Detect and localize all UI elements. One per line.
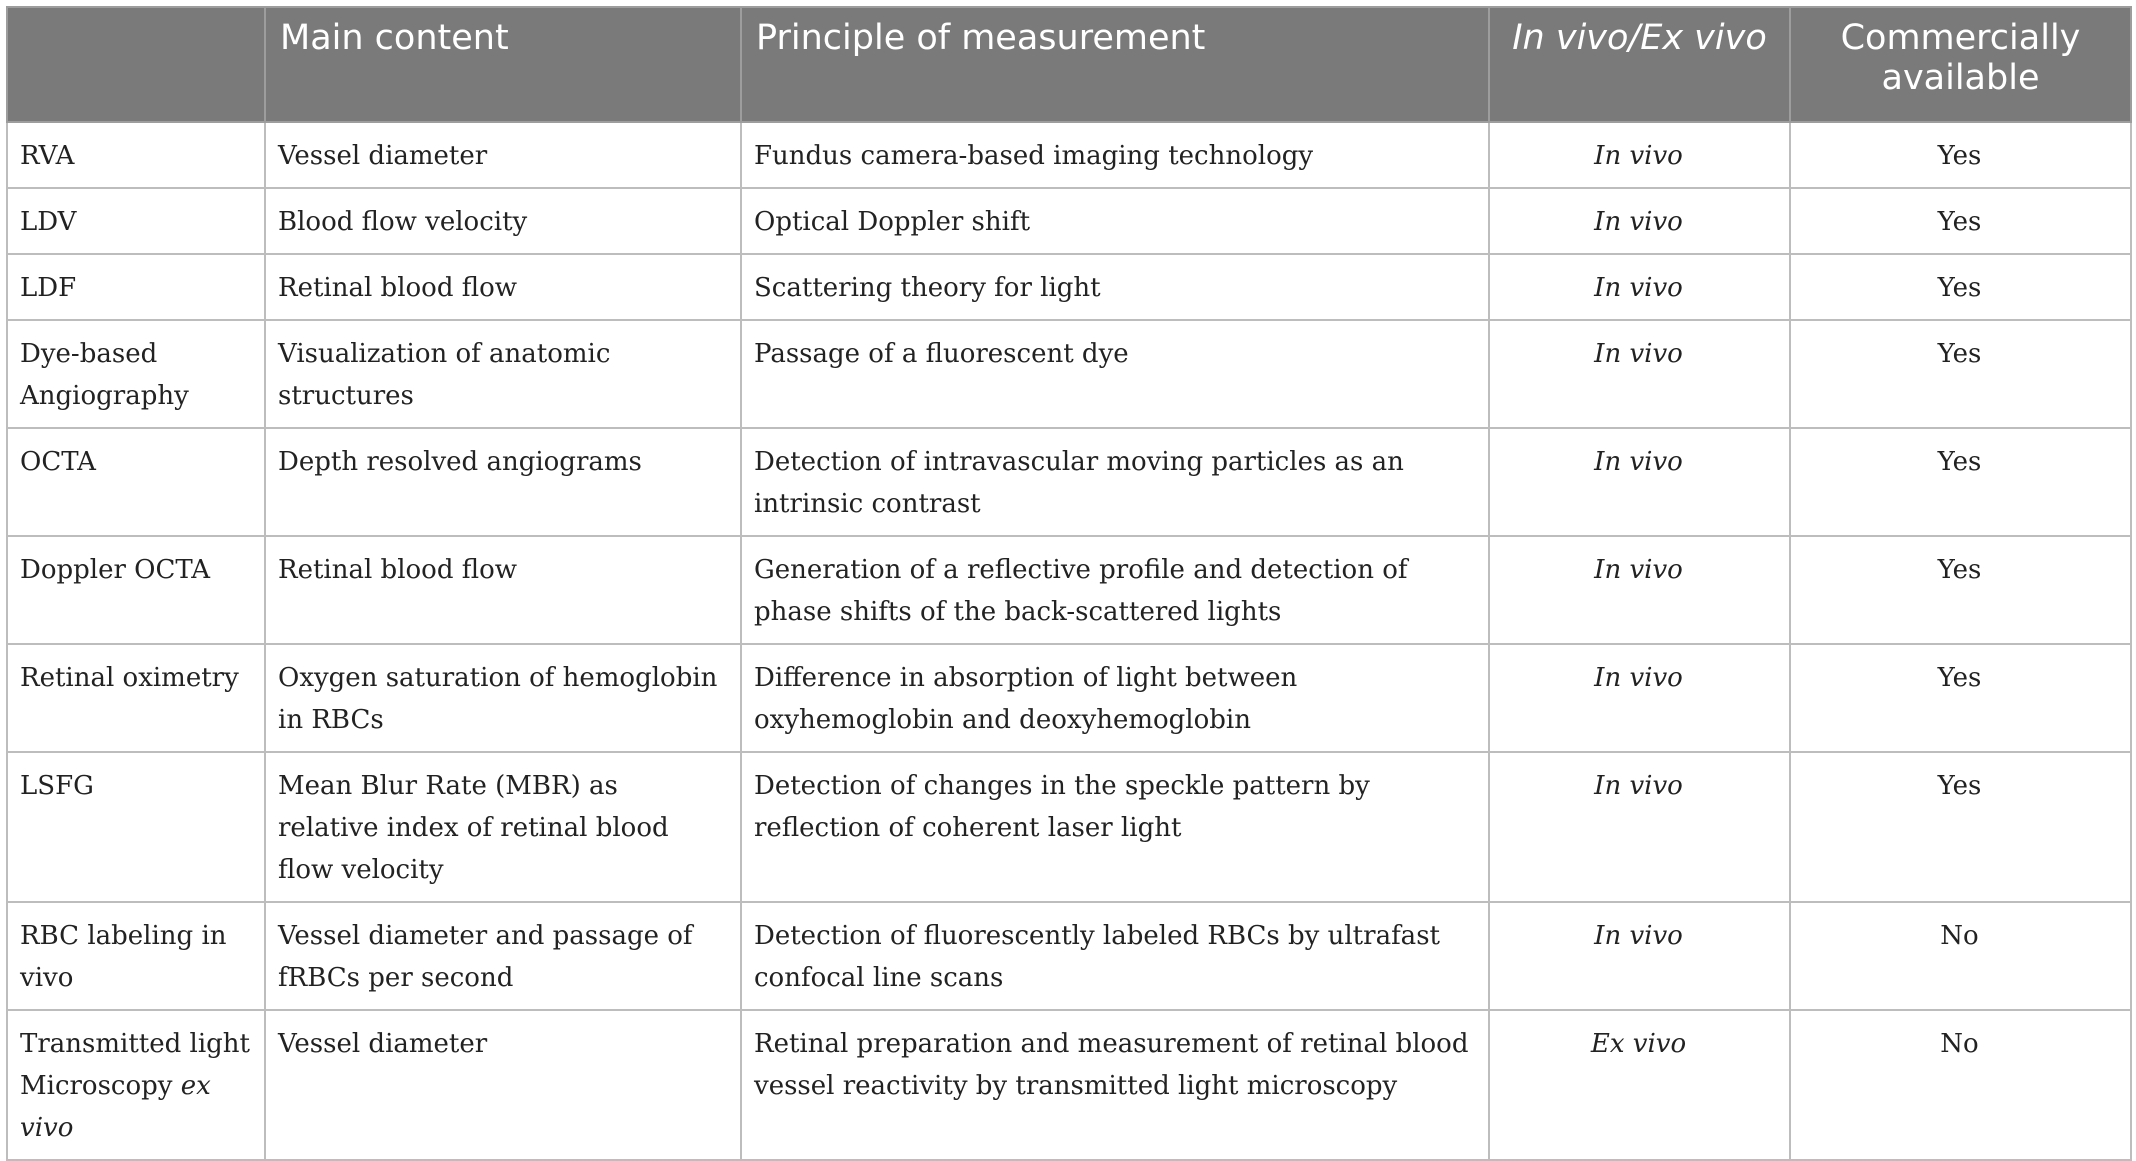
table-row (7, 752, 2131, 902)
header-commercially-available: Commercially available (1790, 7, 2131, 122)
table-header (7, 7, 2131, 122)
cell-main-content: Retinal blood flow (265, 536, 741, 644)
header-in-vivo-ex-vivo: In vivo/Ex vivo (1489, 7, 1790, 122)
method-text: Transmitted light Microscopy (20, 1029, 250, 1101)
table-row (7, 428, 2131, 536)
cell-commercially-available: Yes (1790, 320, 2131, 428)
cell-principle: Optical Doppler shift (741, 188, 1489, 254)
cell-commercially-available: Yes (1790, 254, 2131, 320)
cell-main-content: Mean Blur Rate (MBR) as relative index of retinal blood flow velocity (265, 752, 741, 902)
header-method (7, 7, 265, 122)
cell-main-content: Vessel diameter (265, 1010, 741, 1160)
cell-principle: Detection of fluorescently labeled RBCs by ultrafast confocal line scans (741, 902, 1489, 1010)
cell-method: Dye-based Angiography (7, 320, 265, 428)
cell-commercially-available: Yes (1790, 428, 2131, 536)
cell-in-vivo-ex-vivo: In vivo (1489, 122, 1790, 188)
cell-main-content: Depth resolved angiograms (265, 428, 741, 536)
cell-commercially-available: Yes (1790, 536, 2131, 644)
cell-in-vivo-ex-vivo: In vivo (1489, 536, 1790, 644)
table-body (7, 122, 2131, 1160)
cell-method: RVA (7, 122, 265, 188)
cell-method: Doppler OCTA (7, 536, 265, 644)
table-row (7, 254, 2131, 320)
cell-principle: Difference in absorption of light between oxyhemoglobin and deoxyhemoglobin (741, 644, 1489, 752)
comparison-table-container (6, 6, 2130, 1161)
cell-commercially-available: No (1790, 1010, 2131, 1160)
table-row (7, 644, 2131, 752)
method-italic-suffix: ex vivo (20, 1071, 211, 1143)
cell-main-content: Oxygen saturation of hemoglobin in RBCs (265, 644, 741, 752)
cell-main-content: Blood flow velocity (265, 188, 741, 254)
cell-method: OCTA (7, 428, 265, 536)
table-row (7, 1010, 2131, 1160)
cell-principle: Detection of changes in the speckle pattern by reflection of coherent laser light (741, 752, 1489, 902)
cell-principle: Fundus camera-based imaging technology (741, 122, 1489, 188)
cell-in-vivo-ex-vivo: In vivo (1489, 428, 1790, 536)
methods-comparison-table (6, 6, 2132, 1161)
cell-in-vivo-ex-vivo: In vivo (1489, 752, 1790, 902)
cell-method (7, 1010, 265, 1160)
cell-principle: Scattering theory for light (741, 254, 1489, 320)
cell-main-content: Vessel diameter and passage of fRBCs per second (265, 902, 741, 1010)
cell-method: RBC labeling in vivo (7, 902, 265, 1010)
cell-main-content: Vessel diameter (265, 122, 741, 188)
cell-main-content: Visualization of anatomic structures (265, 320, 741, 428)
cell-method: Retinal oximetry (7, 644, 265, 752)
cell-commercially-available: Yes (1790, 752, 2131, 902)
cell-in-vivo-ex-vivo: In vivo (1489, 902, 1790, 1010)
cell-in-vivo-ex-vivo: In vivo (1489, 320, 1790, 428)
cell-in-vivo-ex-vivo: In vivo (1489, 644, 1790, 752)
cell-commercially-available: Yes (1790, 188, 2131, 254)
cell-in-vivo-ex-vivo: In vivo (1489, 254, 1790, 320)
cell-in-vivo-ex-vivo: Ex vivo (1489, 1010, 1790, 1160)
header-main-content: Main content (265, 7, 741, 122)
table-row (7, 320, 2131, 428)
cell-main-content: Retinal blood flow (265, 254, 741, 320)
cell-principle: Passage of a fluorescent dye (741, 320, 1489, 428)
cell-method: LDV (7, 188, 265, 254)
cell-in-vivo-ex-vivo: In vivo (1489, 188, 1790, 254)
header-row (7, 7, 2131, 122)
cell-commercially-available: Yes (1790, 644, 2131, 752)
cell-principle: Retinal preparation and measurement of retinal blood vessel reactivity by transmitted light microscopy (741, 1010, 1489, 1160)
header-principle: Principle of measurement (741, 7, 1489, 122)
cell-principle: Generation of a reflective profile and detection of phase shifts of the back-scattered lights (741, 536, 1489, 644)
cell-commercially-available: No (1790, 902, 2131, 1010)
table-row (7, 902, 2131, 1010)
table-row (7, 536, 2131, 644)
table-row (7, 122, 2131, 188)
cell-commercially-available: Yes (1790, 122, 2131, 188)
table-row (7, 188, 2131, 254)
cell-principle: Detection of intravascular moving particles as an intrinsic contrast (741, 428, 1489, 536)
cell-method: LDF (7, 254, 265, 320)
cell-method: LSFG (7, 752, 265, 902)
